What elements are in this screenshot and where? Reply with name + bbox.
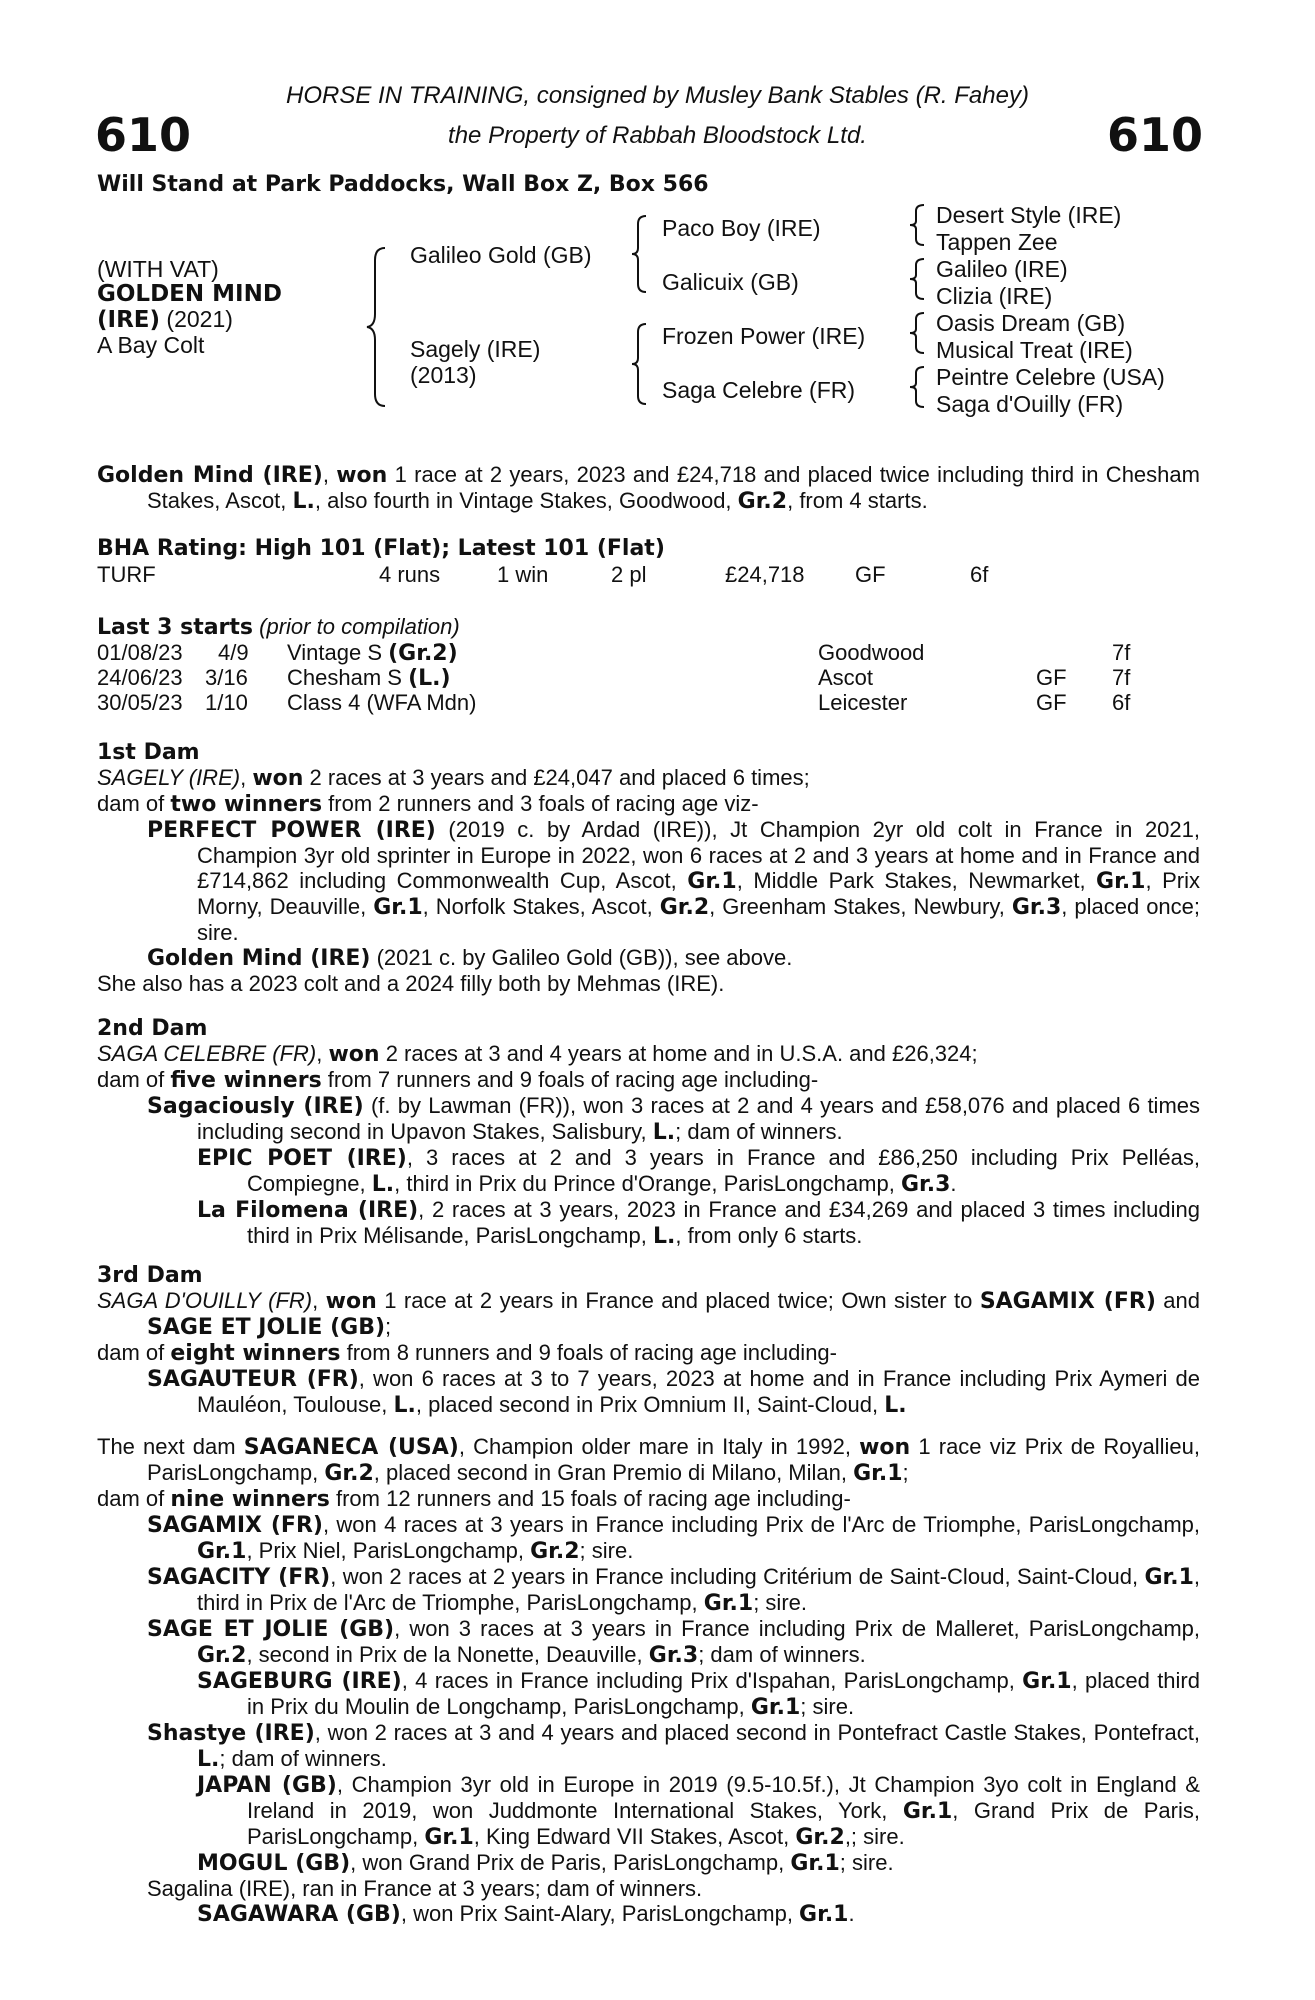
consignment-line: HORSE IN TRAINING, consigned by Musley Bank Stables (R. Fahey) (286, 82, 1029, 109)
progeny-entry: Shastye (IRE), won 2 races at 3 and 4 years and placed second in Pontefract Castle Stakes, Pontefract, L.; dam of winners. (147, 1720, 1200, 1772)
start-going: GF (1036, 690, 1067, 715)
progeny-name: EPIC POET (IRE) (197, 1146, 407, 1171)
progeny-entry: Sagalina (IRE), ran in France at 3 years; dam of winners. (147, 1876, 703, 1901)
race-summary: Golden Mind (IRE), won 1 race at 2 years, 2023 and £24,718 and placed twice including third in Chesham Stakes, Ascot, L., also fourth in Vintage Stakes, Goodwood, Gr.2, from 4 starts. (97, 462, 1200, 514)
horse-year: (2021) (166, 306, 233, 332)
horse-country: (IRE) (97, 307, 161, 333)
progeny-name: SAGACITY (FR) (147, 1565, 331, 1590)
rating-going: GF (855, 562, 886, 587)
next-dam-name: SAGANECA (USA) (243, 1435, 459, 1460)
progeny-entry: PERFECT POWER (IRE) (2019 c. by Ardad (IRE)), Jt Champion 2yr old colt in France in 2021, Champion 3yr old sprinter in Europe in 2022, won 6 races at 2 and 3 years at home and in France and £714,862 including Commonwealth Cup, Ascot, Gr.1, Middle Park Stakes, Newmarket, Gr.1, Prix Morny, Deauville, Gr.1, Norfolk Stakes, Ascot, Gr.2, Greenham Stakes, Newbury, Gr.3, placed once; sire. (147, 817, 1201, 945)
gen3-7: Peintre Celebre (USA) (936, 364, 1165, 390)
third-dam-heading: 3rd Dam (97, 1263, 203, 1288)
pedigree-brace-dam (630, 322, 650, 406)
progeny-entry: SAGACITY (FR), won 2 races at 2 years in France including Critérium de Saint-Cloud, Saint-Cloud, Gr.1, third in Prix de l'Arc de Triomphe, ParisLongchamp, Gr.1; sire. (147, 1564, 1200, 1616)
progeny-entry: Sagaciously (IRE) (f. by Lawman (FR)), won 3 races at 2 and 4 years and £58,076 and placed 6 times including second in Upavon Stakes, Salisbury, L.; dam of winners. (147, 1093, 1201, 1145)
second-dam-section: 2nd Dam SAGA CELEBRE (FR), won 2 races at 3 and 4 years at home and in U.S.A. and £26,324; dam of five winners from 7 runners and 9 foals of racing age including- Sagaciously (IRE) (f. by Lawman (FR)), won 3 races at 2 and 4 years and £58,076 and placed 6 times including second in Upavon Stakes, Salisbury, L.; dam of winners. EPIC POET (IRE), 3 races at 2 and 3 years in France and £86,250 including Prix Pelléas, Compiegne, L., third in Prix du Prince d'Orange, ParisLongchamp, Gr.3. La Filomena (IRE), 2 races at 3 years, 2023 in France and £34,269 and placed 3 times including third in Prix Mélisande, ParisLongchamp, L., from only 6 starts. (97, 1016, 1201, 1249)
gen3-8: Saga d'Ouilly (FR) (936, 391, 1124, 417)
first-dam-heading: 1st Dam (97, 740, 200, 765)
start-course: Leicester (818, 690, 908, 715)
start-course: Ascot (818, 665, 874, 690)
gen3-6: Musical Treat (IRE) (936, 337, 1133, 363)
summary-text-3: , from 4 starts. (787, 488, 928, 513)
summary-listed: L. (292, 489, 315, 514)
progeny-name: Shastye (IRE) (147, 1721, 315, 1746)
start-date: 24/06/23 (97, 665, 183, 690)
progeny-entry: SAGAMIX (FR), won 4 races at 3 years in France including Prix de l'Arc de Triomphe, ParisLongchamp, Gr.1, Prix Niel, ParisLongchamp, Gr.2; sire. (147, 1512, 1201, 1564)
progeny-entry: La Filomena (IRE), 2 races at 3 years, 2023 in France and £34,269 and placed 3 times including third in Prix Mélisande, ParisLongchamp, L., from only 6 starts. (197, 1197, 1200, 1249)
table-row (97, 640, 1197, 666)
progeny-name: SAGAMIX (FR) (147, 1513, 323, 1538)
progeny-entry: MOGUL (GB), won Grand Prix de Paris, ParisLongchamp, Gr.1; sire. (197, 1850, 894, 1876)
start-race: Chesham S (L.) (287, 665, 451, 691)
second-dam-name: SAGA CELEBRE (FR) (97, 1041, 317, 1066)
start-date: 30/05/23 (97, 690, 183, 715)
sire-name: Galileo Gold (GB) (410, 242, 592, 268)
horse-identity (97, 257, 282, 358)
rating-distance: 6f (970, 562, 989, 587)
progeny-name: MOGUL (GB) (197, 1851, 351, 1876)
rating-wins: 1 win (497, 562, 549, 587)
brace-g3 (908, 311, 928, 355)
start-going: GF (1036, 665, 1067, 690)
table-row (97, 665, 1197, 691)
progeny-name: JAPAN (GB) (197, 1773, 337, 1798)
third-dam-name: SAGA D'OUILLY (FR) (97, 1288, 313, 1313)
start-distance: 6f (1112, 690, 1131, 715)
first-dam-also: She also has a 2023 colt and a 2024 filly both by Mehmas (IRE). (97, 971, 725, 996)
third-dam-winners: eight winners (170, 1341, 341, 1366)
progeny-name: La Filomena (IRE) (197, 1198, 419, 1223)
brace-g1 (908, 203, 928, 247)
progeny-entry: EPIC POET (IRE), 3 races at 2 and 3 years in France and £86,250 including Prix Pelléas, Compiegne, L., third in Prix du Prince d'Orange, ParisLongchamp, Gr.3. (197, 1145, 1200, 1197)
horse-description: A Bay Colt (97, 332, 205, 358)
last-starts-heading: Last 3 starts (prior to compilation) (97, 614, 460, 640)
summary-horse-name: Golden Mind (IRE) (97, 463, 323, 488)
dam-name: Sagely (IRE) (410, 336, 541, 362)
next-dam-winners: nine winners (170, 1487, 330, 1512)
gen3-2: Tappen Zee (936, 229, 1058, 255)
rating-row (97, 562, 1197, 588)
sire-dam: Galicuix (GB) (662, 269, 799, 295)
pedigree-brace-sire (630, 214, 650, 294)
property-line: the Property of Rabbah Bloodstock Ltd. (448, 122, 867, 149)
start-date: 01/08/23 (97, 640, 183, 665)
progeny-entry: SAGAWARA (GB), won Prix Saint-Alary, ParisLongchamp, Gr.1. (197, 1901, 855, 1927)
third-dam-section: 3rd Dam SAGA D'OUILLY (FR), won 1 race at 2 years in France and placed twice; Own sister to SAGAMIX (FR) and SAGE ET JOLIE (GB); dam of eight winners from 8 runners and 9 foals of racing age including- SAGAUTEUR (FR), won 6 races at 3 to 7 years, 2023 at home and in France including Prix Aymeri de Mauléon, Toulouse, L., placed second in Prix Omnium II, Saint-Cloud, L. (97, 1263, 1201, 1418)
progeny-name: Golden Mind (IRE) (147, 946, 371, 971)
dam-sire: Frozen Power (IRE) (662, 323, 866, 349)
start-position: 3/16 (205, 665, 248, 690)
pedigree-brace-1 (365, 246, 389, 408)
progeny-name: SAGAWARA (GB) (197, 1902, 401, 1927)
progeny-entry: Golden Mind (IRE) (2021 c. by Galileo Gold (GB)), see above. (147, 945, 793, 971)
lot-number-right: 610 (1106, 108, 1203, 162)
dam-dam: Saga Celebre (FR) (662, 377, 856, 403)
rating-surface: TURF (97, 562, 156, 587)
rating-earnings: £24,718 (725, 562, 805, 587)
progeny-entry: SAGE ET JOLIE (GB), won 3 races at 3 years in France including Prix de Malleret, ParisLongchamp, Gr.2, second in Prix de la Nonette, Deauville, Gr.3; dam of winners. (147, 1616, 1200, 1668)
sire-sire: Paco Boy (IRE) (662, 215, 821, 241)
bha-rating-heading: BHA Rating: High 101 (Flat); Latest 101 (Flat) (97, 536, 665, 561)
start-race: Class 4 (WFA Mdn) (287, 690, 477, 715)
start-course: Goodwood (818, 640, 925, 665)
progeny-name: Sagaciously (IRE) (147, 1094, 364, 1119)
start-distance: 7f (1112, 665, 1131, 690)
summary-grade: Gr.2 (737, 489, 788, 514)
first-dam-winners: two winners (170, 792, 323, 817)
summary-text-2: , also fourth in Vintage Stakes, Goodwood, (314, 488, 738, 513)
second-dam-heading: 2nd Dam (97, 1016, 208, 1041)
progeny-name: SAGAUTEUR (FR) (147, 1367, 359, 1392)
next-dam-section: The next dam SAGANECA (USA), Champion older mare in Italy in 1992, won 1 race viz Prix de Royallieu, ParisLongchamp, Gr.2, placed second in Gran Premio di Milano, Milan, Gr.1; dam of nine winners from 12 runners and 15 foals of racing age including- SAGAMIX (FR), won 4 races at 3 years in France including Prix de l'Arc de Triomphe, ParisLongchamp, Gr.1, Prix Niel, ParisLongchamp, Gr.2; sire. SAGACITY (FR), won 2 races at 2 years in France including Critérium de Saint-Cloud, Saint-Cloud, Gr.1, third in Prix de l'Arc de Triomphe, ParisLongchamp, Gr.1; sire. SAGE ET JOLIE (GB), won 3 races at 3 years in France including Prix de Malleret, ParisLongchamp, Gr.2, second in Prix de la Nonette, Deauville, Gr.3; dam of winners. SAGEBURG (IRE), 4 races in France including Prix d'Ispahan, ParisLongchamp, Gr.1, placed third in Prix du Moulin de Longchamp, ParisLongchamp, Gr.1; sire. Shastye (IRE), won 2 races at 3 and 4 years and placed second in Pontefract Castle Stakes, Pontefract, L.; dam of winners. JAPAN (GB), Champion 3yr old in Europe in 2019 (9.5-10.5f.), Jt Champion 3yo colt in England & Ireland in 2019, won Juddmonte International Stakes, York, Gr.1, Grand Prix de Paris, ParisLongchamp, Gr.1, King Edward VII Stakes, Ascot, Gr.2,; sire. MOGUL (GB), won Grand Prix de Paris, ParisLongchamp, Gr.1; sire. Sagalina (IRE), ran in France at 3 years; dam of winners. SAGAWARA (GB), won Prix Saint-Alary, ParisLongchamp, Gr.1. (97, 1434, 1201, 1927)
progeny-name: SAGE ET JOLIE (GB) (147, 1617, 395, 1642)
rating-runs: 4 runs (379, 562, 441, 587)
last-starts-note: (prior to compilation) (259, 614, 460, 639)
location-line: Will Stand at Park Paddocks, Wall Box Z, Box 566 (97, 172, 709, 197)
rating-placed: 2 pl (611, 562, 647, 587)
horse-country-year (97, 307, 282, 333)
gen3-5: Oasis Dream (GB) (936, 310, 1126, 336)
start-position: 4/9 (218, 640, 249, 665)
brace-g2 (908, 257, 928, 301)
first-dam-section: 1st Dam SAGELY (IRE), won 2 races at 3 years and £24,047 and placed 6 times; dam of two winners from 2 runners and 3 foals of racing age viz- PERFECT POWER (IRE) (2019 c. by Ardad (IRE)), Jt Champion 2yr old colt in France in 2021, Champion 3yr old sprinter in Europe in 2022, won 6 races at 2 and 3 years at home and in France and £714,862 including Commonwealth Cup, Ascot, Gr.1, Middle Park Stakes, Newmarket, Gr.1, Prix Morny, Deauville, Gr.1, Norfolk Stakes, Ascot, Gr.2, Greenham Stakes, Newbury, Gr.3, placed once; sire. Golden Mind (IRE) (2021 c. by Galileo Gold (GB)), see above. She also has a 2023 colt and a 2024 filly both by Mehmas (IRE). (97, 740, 1201, 996)
progeny-entry: JAPAN (GB), Champion 3yr old in Europe in 2019 (9.5-10.5f.), Jt Champion 3yo colt in England & Ireland in 2019, won Juddmonte International Stakes, York, Gr.1, Grand Prix de Paris, ParisLongchamp, Gr.1, King Edward VII Stakes, Ascot, Gr.2,; sire. (197, 1772, 1200, 1850)
dam-year: (2013) (410, 362, 477, 388)
summary-won: won (336, 463, 388, 488)
start-distance: 7f (1112, 640, 1131, 665)
progeny-name: SAGEBURG (IRE) (197, 1669, 402, 1694)
second-dam-winners: five winners (170, 1068, 322, 1093)
progeny-entry: SAGEBURG (IRE), 4 races in France including Prix d'Ispahan, ParisLongchamp, Gr.1, placed third in Prix du Moulin de Longchamp, ParisLongchamp, Gr.1; sire. (197, 1668, 1200, 1720)
table-row (97, 690, 1197, 716)
gen3-4: Clizia (IRE) (936, 283, 1053, 309)
horse-name: GOLDEN MIND (97, 281, 282, 307)
start-race: Vintage S (Gr.2) (287, 640, 458, 666)
start-position: 1/10 (205, 690, 248, 715)
brace-g4 (908, 365, 928, 409)
lot-number-left: 610 (95, 108, 192, 162)
progeny-name: PERFECT POWER (IRE) (147, 818, 436, 843)
vat-label: (WITH VAT) (97, 256, 219, 282)
summary-text-1: 1 race at 2 years, 2023 and £24,718 and placed twice including third in Chesham Stakes, Ascot, (147, 462, 1200, 513)
gen3-3: Galileo (IRE) (936, 256, 1068, 282)
gen3-1: Desert Style (IRE) (936, 202, 1122, 228)
first-dam-name: SAGELY (IRE) (97, 765, 241, 790)
progeny-entry: SAGAUTEUR (FR), won 6 races at 3 to 7 years, 2023 at home and in France including Prix Aymeri de Mauléon, Toulouse, L., placed second in Prix Omnium II, Saint-Cloud, L. (147, 1366, 1200, 1418)
